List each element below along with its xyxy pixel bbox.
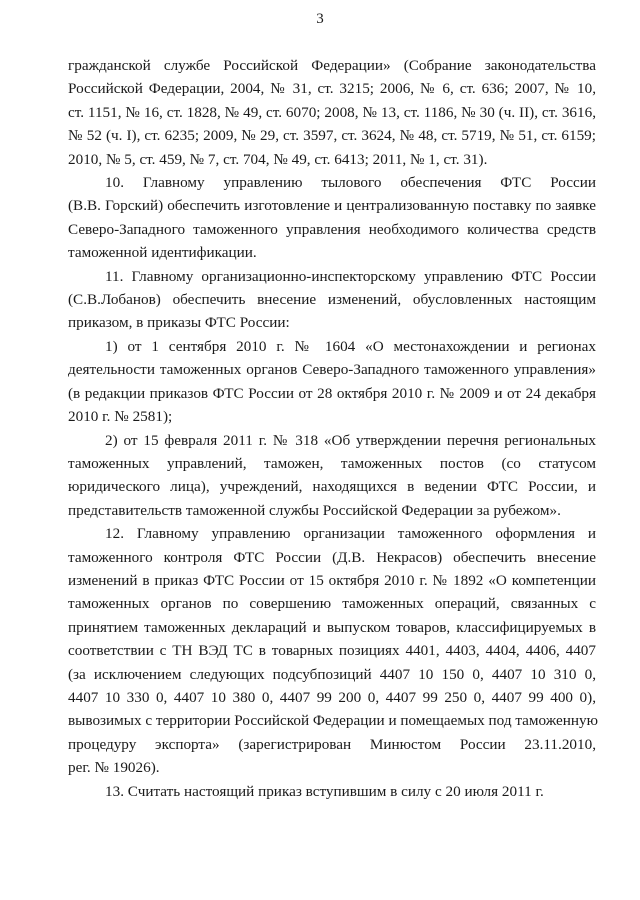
text-line: принятием таможенных деклараций и выпуском товаров, классифицируемых в — [68, 618, 596, 636]
text-line: (С.В.Лобанов) обеспечить внесение изменений, обусловленных настоящим — [68, 291, 596, 309]
text-line: 1) от 1 сентября 2010 г. № 1604 «О местонахождении и регионах — [105, 337, 596, 355]
text-line: таможенного контроля ФТС России (Д.В. Некрасов) обеспечить внесение — [68, 548, 596, 566]
text-line: 13. Считать настоящий приказ вступившим в силу с 20 июля 2011 г. — [105, 782, 544, 800]
text-line: рег. № 19026). — [68, 759, 160, 777]
text-line: представительств таможенной службы Российской Федерации за рубежом». — [68, 501, 561, 519]
paragraph-p11_2 — [68, 429, 596, 523]
text-line: 2) от 15 февраля 2011 г. № 318 «Об утверждении перечня региональных — [105, 431, 596, 449]
text-line: (В.В. Горский) обеспечить изготовление и централизованную поставку по заявке — [68, 197, 596, 215]
document-body — [68, 54, 596, 803]
text-line: процедуру экспорта» (зарегистрирован Минюстом России 23.11.2010, — [68, 735, 596, 753]
text-line: ст. 1151, № 16, ст. 1828, № 49, ст. 6070; 2008, № 13, ст. 1186, № 30 (ч. II), ст. 3616, — [68, 103, 596, 121]
paragraph-p0 — [68, 54, 596, 171]
text-line: Северо-Западного таможенного управления необходимого количества средств — [68, 220, 596, 238]
text-line: гражданской службе Российской Федерации» (Собрание законодательства — [68, 57, 596, 74]
paragraph-p12 — [68, 522, 596, 779]
text-line: таможенной идентификации. — [68, 244, 257, 262]
text-line: 2010, № 5, ст. 459, № 7, ст. 704, № 49, ст. 6413; 2011, № 1, ст. 31). — [68, 150, 488, 168]
text-line: таможенных органов по совершению таможенных операций, связанных с — [68, 595, 596, 613]
paragraph-p11_1 — [68, 335, 596, 429]
text-line: 12. Главному управлению организации таможенного оформления и — [105, 525, 596, 543]
text-line: Российской Федерации, 2004, № 31, ст. 3215; 2006, № 6, ст. 636; 2007, № 10, — [68, 80, 596, 98]
text-line: (за исключением следующих подсубпозиций 4407 10 150 0, 4407 10 310 0, — [68, 665, 596, 683]
text-line: № 52 (ч. I), ст. 6235; 2009, № 29, ст. 3597, ст. 3624, № 48, ст. 5719, № 51, ст. 6159; — [68, 127, 596, 145]
paragraph-p13 — [68, 780, 596, 803]
text-line: 10. Главному управлению тылового обеспечения ФТС России — [105, 174, 596, 192]
text-line: приказом, в приказы ФТС России: — [68, 314, 290, 332]
text-line: (в редакции приказов ФТС России от 28 октября 2010 г. № 2009 и от 24 декабря — [68, 384, 596, 402]
text-line: соответствии с ТН ВЭД ТС в товарных позициях 4401, 4403, 4404, 4406, 4407 — [68, 642, 596, 660]
paragraph-p10 — [68, 171, 596, 265]
text-line: 11. Главному организационно-инспекторскому управлению ФТС России — [105, 267, 596, 285]
text-line: 4407 10 330 0, 4407 10 380 0, 4407 99 200 0, 4407 99 250 0, 4407 99 400 0), — [68, 688, 596, 706]
paragraph-p11 — [68, 265, 596, 335]
text-line: изменений в приказ ФТС России от 15 октября 2010 г. № 1892 «О компетенции — [68, 571, 596, 589]
text-line: 2010 г. № 2581); — [68, 408, 173, 426]
text-line: таможенных управлений, таможен, таможенных постов (со статусом — [68, 454, 596, 472]
text-line: юридического лица), учреждений, находящихся в ведении ФТС России, и — [68, 478, 596, 496]
page-number: 3 — [316, 11, 324, 27]
text-line: деятельности таможенных органов Северо-Западного таможенного управления» — [68, 361, 596, 379]
text-line: вывозимых с территории Российской Федерации и помещаемых под таможенную — [68, 712, 598, 730]
